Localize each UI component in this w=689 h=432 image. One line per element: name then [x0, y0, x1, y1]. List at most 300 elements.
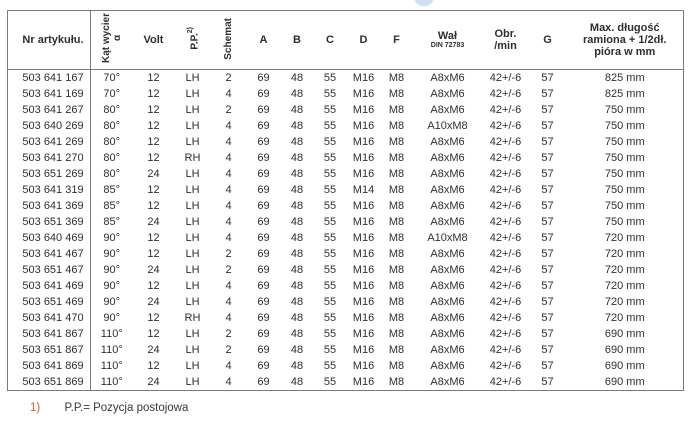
article-number-cell: 503 651 369: [8, 214, 91, 230]
value-cell: A8xM6: [430, 136, 465, 148]
article-number-cell: 503 641 167: [8, 70, 91, 87]
value-cell: LH: [185, 264, 200, 276]
header-schemat: [211, 11, 247, 70]
value-cell: 750 mm: [604, 120, 645, 132]
header-obr-min: [483, 11, 529, 70]
header-kat-wycier-rotated-text: Kąt wycier α: [100, 13, 123, 64]
article-number-cell: 503 651 467: [8, 262, 91, 278]
value-cell: 750 mm: [604, 184, 645, 196]
value-cell: A8xM6: [430, 296, 465, 308]
value-cell: 2: [225, 264, 232, 276]
value-cell: LH: [185, 168, 200, 180]
table-row: [8, 278, 684, 294]
value-cell: 42+/-6: [489, 360, 522, 372]
value-cell: LH: [185, 72, 200, 84]
value-cell: A8xM6: [430, 312, 465, 324]
value-cell: M8: [388, 120, 405, 132]
table-row: [8, 198, 684, 214]
value-cell: 57: [541, 120, 554, 132]
value-cell: 69: [257, 136, 270, 148]
value-cell: 42+/-6: [489, 248, 522, 260]
value-cell: LH: [185, 328, 200, 340]
value-cell: 48: [290, 360, 304, 372]
value-cell: 4: [225, 360, 232, 372]
table-row: [8, 86, 684, 102]
value-cell: 57: [541, 200, 554, 212]
value-cell: 110°: [100, 376, 123, 388]
value-cell: 720 mm: [604, 296, 645, 308]
value-cell: 2: [225, 104, 232, 116]
value-cell: 69: [257, 328, 270, 340]
article-number-cell: 503 651 869: [8, 374, 91, 391]
table-row: [8, 70, 684, 87]
value-cell: 48: [290, 152, 304, 164]
value-cell: 69: [257, 296, 270, 308]
table-row: [8, 230, 684, 246]
value-cell: 69: [257, 248, 270, 260]
value-cell: 42+/-6: [489, 200, 522, 212]
value-cell: M8: [388, 312, 405, 324]
value-cell: M16: [352, 120, 375, 132]
scan-artifact: [414, 0, 434, 6]
value-cell: 750 mm: [604, 200, 645, 212]
value-cell: 55: [323, 120, 337, 132]
value-cell: 57: [541, 296, 554, 308]
value-cell: 48: [290, 344, 304, 356]
header-d: D: [347, 11, 381, 70]
value-cell: LH: [185, 280, 200, 292]
header-nr-artykulu: Nr artykułu.: [8, 11, 91, 70]
value-cell: 2: [225, 72, 232, 84]
value-cell: 48: [290, 184, 304, 196]
value-cell: 42+/-6: [489, 184, 522, 196]
value-cell: 85°: [103, 200, 121, 212]
value-cell: 55: [323, 376, 337, 388]
value-cell: M16: [352, 264, 375, 276]
table-row: [8, 374, 684, 391]
value-cell: 4: [225, 168, 232, 180]
value-cell: 69: [257, 72, 270, 84]
value-cell: 80°: [103, 120, 121, 132]
value-cell: 90°: [103, 296, 121, 308]
value-cell: 69: [257, 200, 270, 212]
value-cell: 69: [257, 376, 270, 388]
header-max-dlugosc: Max. długość ramiona + 1/2dł. pióra w mm: [567, 11, 684, 70]
value-cell: 4: [225, 120, 232, 132]
value-cell: 90°: [103, 280, 121, 292]
footnote: [30, 402, 188, 414]
value-cell: M16: [352, 376, 375, 388]
value-cell: 2: [225, 328, 232, 340]
header-wal-din-norm: DIN 72783: [430, 42, 465, 49]
value-cell: 55: [323, 312, 337, 324]
value-cell: 750 mm: [604, 136, 645, 148]
value-cell: 55: [323, 296, 337, 308]
article-number-cell: 503 641 869: [8, 358, 91, 374]
value-cell: 825 mm: [604, 88, 645, 100]
value-cell: A8xM6: [430, 264, 465, 276]
value-cell: A8xM6: [430, 152, 465, 164]
value-cell: 4: [225, 216, 232, 228]
article-number-cell: 503 641 467: [8, 246, 91, 262]
value-cell: M16: [352, 152, 375, 164]
value-cell: 70°: [103, 88, 121, 100]
value-cell: 48: [290, 72, 304, 84]
value-cell: 12: [147, 152, 160, 164]
article-number-cell: 503 641 369: [8, 198, 91, 214]
value-cell: 69: [257, 120, 270, 132]
value-cell: RH: [184, 152, 201, 164]
article-number-cell: 503 641 269: [8, 134, 91, 150]
value-cell: 57: [541, 280, 554, 292]
value-cell: 110°: [100, 328, 123, 340]
value-cell: 4: [225, 232, 232, 244]
value-cell: A8xM6: [430, 280, 465, 292]
value-cell: M16: [352, 344, 375, 356]
value-cell: 69: [257, 232, 270, 244]
value-cell: 55: [323, 344, 337, 356]
value-cell: 48: [290, 296, 304, 308]
value-cell: 69: [257, 360, 270, 372]
value-cell: 57: [541, 88, 554, 100]
value-cell: 57: [541, 264, 554, 276]
value-cell: 69: [257, 312, 270, 324]
value-cell: M8: [388, 104, 405, 116]
value-cell: 12: [147, 328, 160, 340]
table-row: [8, 326, 684, 342]
value-cell: M8: [388, 232, 405, 244]
value-cell: 48: [290, 264, 304, 276]
value-cell: 57: [541, 72, 554, 84]
footnote-text: P.P.= Pozycja postojowa: [64, 402, 189, 414]
value-cell: 80°: [103, 152, 121, 164]
alpha-symbol: α: [111, 35, 123, 42]
value-cell: M16: [352, 200, 375, 212]
article-number-cell: 503 640 469: [8, 230, 91, 246]
value-cell: 42+/-6: [489, 280, 522, 292]
value-cell: LH: [185, 120, 200, 132]
value-cell: 80°: [103, 168, 121, 180]
value-cell: M16: [352, 248, 375, 260]
value-cell: M16: [352, 296, 375, 308]
value-cell: A8xM6: [430, 104, 465, 116]
value-cell: A10xM8: [427, 120, 468, 132]
value-cell: 57: [541, 168, 554, 180]
value-cell: A8xM6: [430, 88, 465, 100]
value-cell: M16: [352, 72, 375, 84]
value-cell: M8: [388, 184, 405, 196]
table-row: [8, 134, 684, 150]
value-cell: 85°: [103, 216, 121, 228]
value-cell: M16: [352, 232, 375, 244]
value-cell: 55: [323, 328, 337, 340]
value-cell: 42+/-6: [489, 104, 522, 116]
table-row: [8, 118, 684, 134]
value-cell: 825 mm: [604, 72, 645, 84]
value-cell: 110°: [100, 360, 123, 372]
value-cell: 90°: [103, 312, 121, 324]
value-cell: 69: [257, 280, 270, 292]
header-obr-line1: Obr.: [494, 28, 517, 40]
value-cell: 110°: [100, 344, 123, 356]
value-cell: LH: [185, 136, 200, 148]
value-cell: 48: [290, 136, 304, 148]
value-cell: 55: [323, 184, 337, 196]
value-cell: 24: [147, 216, 160, 228]
value-cell: 69: [257, 184, 270, 196]
value-cell: 720 mm: [604, 232, 645, 244]
table-row: [8, 358, 684, 374]
value-cell: 12: [147, 248, 160, 260]
table-row: [8, 294, 684, 310]
value-cell: 48: [290, 168, 304, 180]
value-cell: 42+/-6: [489, 328, 522, 340]
article-number-cell: 503 651 269: [8, 166, 91, 182]
header-g: G: [529, 11, 567, 70]
value-cell: 4: [225, 280, 232, 292]
value-cell: M8: [388, 152, 405, 164]
value-cell: 690 mm: [604, 360, 645, 372]
value-cell: M16: [352, 216, 375, 228]
value-cell: 85°: [103, 184, 121, 196]
header-b: B: [281, 11, 314, 70]
header-schemat-rotated-text: Schemat: [223, 17, 234, 60]
value-cell: 42+/-6: [489, 312, 522, 324]
value-cell: 750 mm: [604, 152, 645, 164]
value-cell: 69: [257, 168, 270, 180]
value-cell: LH: [185, 104, 200, 116]
header-wal-label: Wał: [437, 30, 458, 42]
value-cell: 42+/-6: [489, 152, 522, 164]
header-obr-line2: /min: [494, 40, 517, 52]
value-cell: 12: [147, 88, 160, 100]
value-cell: 55: [323, 136, 337, 148]
value-cell: 48: [290, 104, 304, 116]
value-cell: 24: [147, 376, 160, 388]
value-cell: M8: [388, 168, 405, 180]
value-cell: 24: [147, 264, 160, 276]
article-number-cell: 503 641 867: [8, 326, 91, 342]
value-cell: 57: [541, 136, 554, 148]
value-cell: LH: [185, 248, 200, 260]
value-cell: 69: [257, 264, 270, 276]
table-row: [8, 342, 684, 358]
value-cell: 55: [323, 216, 337, 228]
value-cell: 48: [290, 200, 304, 212]
value-cell: 690 mm: [604, 376, 645, 388]
header-c: C: [314, 11, 347, 70]
value-cell: M8: [388, 296, 405, 308]
article-number-cell: 503 640 269: [8, 118, 91, 134]
value-cell: 57: [541, 104, 554, 116]
value-cell: 57: [541, 312, 554, 324]
value-cell: 55: [323, 152, 337, 164]
value-cell: 750 mm: [604, 168, 645, 180]
value-cell: 48: [290, 248, 304, 260]
value-cell: M8: [388, 72, 405, 84]
value-cell: 57: [541, 248, 554, 260]
value-cell: 55: [323, 200, 337, 212]
value-cell: 12: [147, 184, 160, 196]
value-cell: A8xM6: [430, 328, 465, 340]
value-cell: 750 mm: [604, 104, 645, 116]
value-cell: 55: [323, 264, 337, 276]
value-cell: 57: [541, 216, 554, 228]
header-pp: [175, 11, 211, 70]
value-cell: M8: [388, 264, 405, 276]
value-cell: 2: [225, 344, 232, 356]
article-number-cell: 503 651 469: [8, 294, 91, 310]
value-cell: 42+/-6: [489, 296, 522, 308]
value-cell: M8: [388, 344, 405, 356]
header-a: A: [247, 11, 281, 70]
value-cell: 70°: [103, 72, 121, 84]
value-cell: 48: [290, 280, 304, 292]
article-number-cell: 503 641 470: [8, 310, 91, 326]
header-wal: [413, 11, 483, 70]
value-cell: 42+/-6: [489, 264, 522, 276]
table-row: [8, 182, 684, 198]
value-cell: M8: [388, 328, 405, 340]
value-cell: M8: [388, 280, 405, 292]
value-cell: 4: [225, 88, 232, 100]
value-cell: LH: [185, 184, 200, 196]
value-cell: 42+/-6: [489, 216, 522, 228]
value-cell: A8xM6: [430, 344, 465, 356]
table-body: [8, 70, 684, 391]
value-cell: A8xM6: [430, 376, 465, 388]
footnote-ref-2: 2): [186, 27, 194, 34]
value-cell: 4: [225, 200, 232, 212]
table-row: [8, 310, 684, 326]
value-cell: 57: [541, 376, 554, 388]
value-cell: A8xM6: [430, 168, 465, 180]
header-kat-wycier: [91, 11, 133, 70]
value-cell: 720 mm: [604, 312, 645, 324]
value-cell: 57: [541, 184, 554, 196]
article-number-cell: 503 641 469: [8, 278, 91, 294]
header-pp-rotated-text: P.P.$^{2)}$: [186, 27, 201, 50]
value-cell: 80°: [103, 104, 121, 116]
table-row: [8, 150, 684, 166]
value-cell: M16: [352, 312, 375, 324]
value-cell: 42+/-6: [489, 136, 522, 148]
value-cell: LH: [185, 200, 200, 212]
table-row: [8, 214, 684, 230]
value-cell: M8: [388, 248, 405, 260]
value-cell: M16: [352, 280, 375, 292]
value-cell: 69: [257, 152, 270, 164]
value-cell: M16: [352, 168, 375, 180]
value-cell: 90°: [103, 264, 121, 276]
value-cell: 750 mm: [604, 216, 645, 228]
value-cell: 720 mm: [604, 264, 645, 276]
value-cell: 12: [147, 360, 160, 372]
value-cell: 12: [147, 120, 160, 132]
value-cell: 90°: [103, 248, 121, 260]
value-cell: 12: [147, 136, 160, 148]
value-cell: 55: [323, 248, 337, 260]
value-cell: 24: [147, 296, 160, 308]
table-row: [8, 246, 684, 262]
value-cell: 4: [225, 312, 232, 324]
value-cell: 42+/-6: [489, 72, 522, 84]
value-cell: 24: [147, 344, 160, 356]
table-row: [8, 262, 684, 278]
value-cell: 12: [147, 312, 160, 324]
value-cell: 48: [290, 216, 304, 228]
value-cell: M8: [388, 216, 405, 228]
value-cell: M16: [352, 136, 375, 148]
value-cell: 42+/-6: [489, 120, 522, 132]
value-cell: A8xM6: [430, 200, 465, 212]
value-cell: A8xM6: [430, 216, 465, 228]
value-cell: 42+/-6: [489, 232, 522, 244]
value-cell: 80°: [103, 136, 121, 148]
value-cell: 57: [541, 232, 554, 244]
value-cell: M16: [352, 328, 375, 340]
value-cell: 90°: [103, 232, 121, 244]
value-cell: 720 mm: [604, 248, 645, 260]
value-cell: 48: [290, 376, 304, 388]
value-cell: M16: [352, 88, 375, 100]
value-cell: 4: [225, 136, 232, 148]
value-cell: 24: [147, 168, 160, 180]
value-cell: LH: [185, 232, 200, 244]
footnote-marker: 1): [30, 402, 41, 414]
article-number-cell: 503 641 267: [8, 102, 91, 118]
value-cell: LH: [185, 296, 200, 308]
value-cell: 48: [290, 232, 304, 244]
article-number-cell: 503 641 169: [8, 86, 91, 102]
value-cell: A10xM8: [427, 232, 468, 244]
table-row: [8, 166, 684, 182]
value-cell: 48: [290, 328, 304, 340]
value-cell: 69: [257, 88, 270, 100]
value-cell: 69: [257, 104, 270, 116]
value-cell: A8xM6: [430, 248, 465, 260]
value-cell: M8: [388, 136, 405, 148]
value-cell: A8xM6: [430, 360, 465, 372]
value-cell: 48: [290, 88, 304, 100]
value-cell: 4: [225, 184, 232, 196]
value-cell: 57: [541, 360, 554, 372]
value-cell: M16: [352, 360, 375, 372]
article-number-cell: 503 641 270: [8, 150, 91, 166]
value-cell: 12: [147, 72, 160, 84]
value-cell: LH: [185, 216, 200, 228]
header-volt: Volt: [133, 11, 175, 70]
value-cell: 720 mm: [604, 280, 645, 292]
value-cell: 55: [323, 88, 337, 100]
value-cell: 690 mm: [604, 328, 645, 340]
value-cell: 4: [225, 152, 232, 164]
value-cell: 55: [323, 280, 337, 292]
value-cell: M8: [388, 88, 405, 100]
article-number-cell: 503 641 319: [8, 182, 91, 198]
value-cell: 57: [541, 328, 554, 340]
value-cell: 12: [147, 200, 160, 212]
value-cell: 69: [257, 344, 270, 356]
value-cell: 4: [225, 296, 232, 308]
value-cell: 12: [147, 232, 160, 244]
value-cell: 42+/-6: [489, 88, 522, 100]
value-cell: 48: [290, 120, 304, 132]
value-cell: 12: [147, 104, 160, 116]
value-cell: 57: [541, 152, 554, 164]
value-cell: 55: [323, 72, 337, 84]
value-cell: RH: [184, 312, 201, 324]
